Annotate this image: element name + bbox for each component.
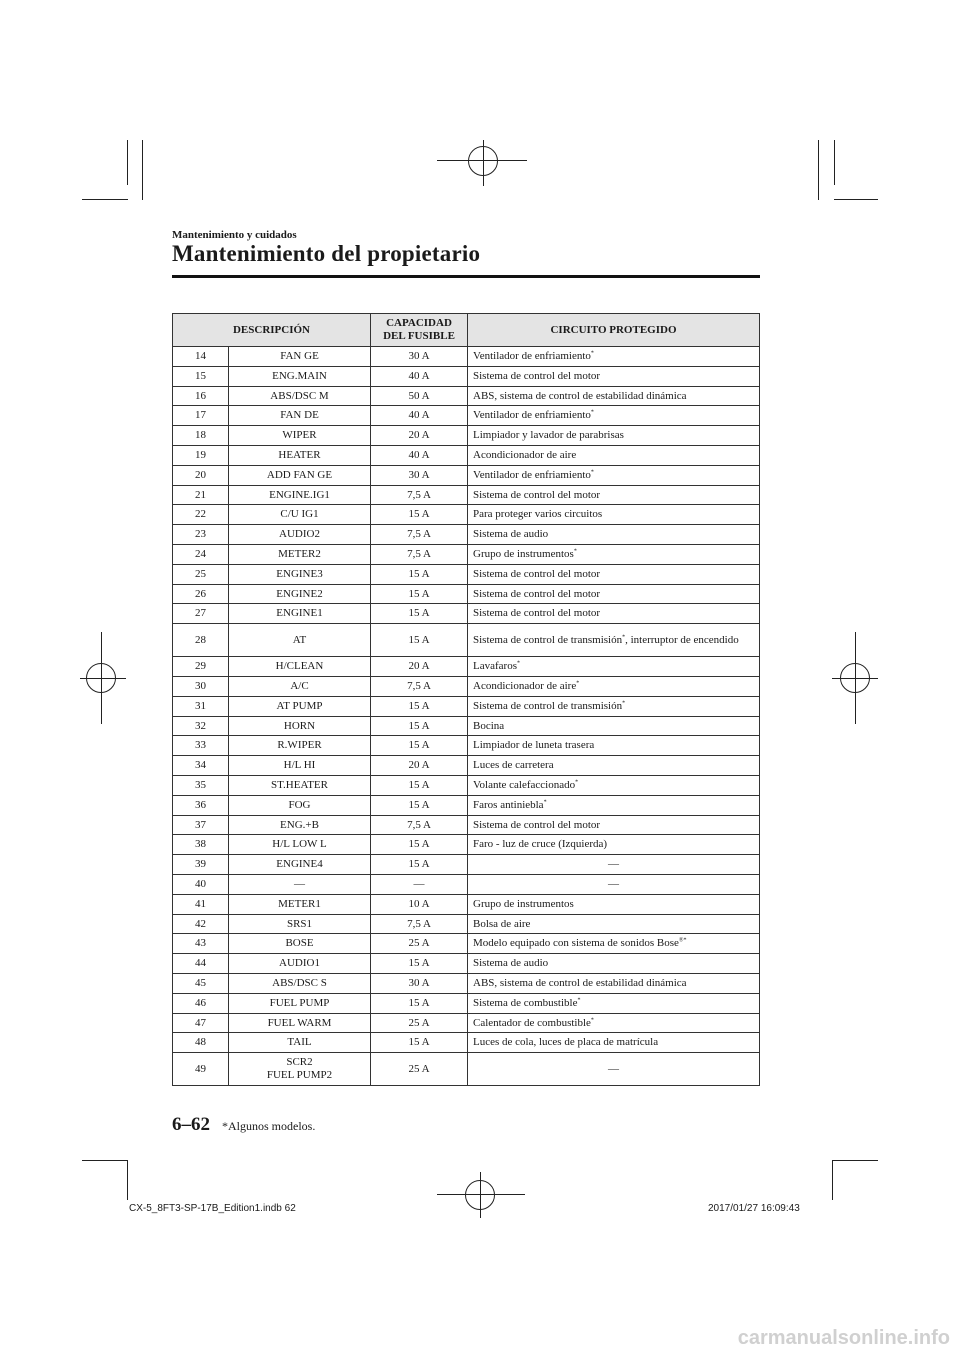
circuit-text: Calentador de combustible <box>473 1016 591 1029</box>
fuse-number: 35 <box>173 775 229 795</box>
fuse-description: ENG.+B <box>229 815 371 835</box>
fuse-description: ENGINE2 <box>229 584 371 604</box>
fuse-description: FUEL WARM <box>229 1013 371 1033</box>
column-header-capacity: CAPACIDAD DEL FUSIBLE <box>371 314 468 347</box>
table-row <box>173 584 760 604</box>
fuse-capacity: 30 A <box>371 347 468 367</box>
fuse-description: R.WIPER <box>229 736 371 756</box>
protected-circuit <box>468 657 760 677</box>
circuit-text: Limpiador y lavador de parabrisas <box>473 429 624 442</box>
fuse-number: 44 <box>173 954 229 974</box>
circuit-text: Lavafaros <box>473 660 517 673</box>
protected-circuit <box>468 485 760 505</box>
protected-circuit <box>468 835 760 855</box>
footnote-marker: * <box>590 409 594 416</box>
circuit-text: Grupo de instrumentos <box>473 897 574 910</box>
fuse-capacity: 15 A <box>371 954 468 974</box>
table-row <box>173 465 760 485</box>
fuse-description: ABS/DSC M <box>229 386 371 406</box>
fuse-description: BOSE <box>229 934 371 954</box>
fuse-description: FAN GE <box>229 347 371 367</box>
fuse-description: FAN DE <box>229 406 371 426</box>
footnote-marker: * <box>590 469 594 476</box>
fuse-description: METER2 <box>229 544 371 564</box>
fuse-capacity: 7,5 A <box>371 525 468 545</box>
fuse-number: 17 <box>173 406 229 426</box>
footnote-marker: * <box>576 680 580 687</box>
fuse-capacity: 15 A <box>371 584 468 604</box>
footnote-marker: * <box>622 700 626 707</box>
fuse-description: H/CLEAN <box>229 657 371 677</box>
fuse-number: 29 <box>173 657 229 677</box>
fuse-capacity: 7,5 A <box>371 485 468 505</box>
protected-circuit <box>468 406 760 426</box>
protected-circuit <box>468 624 760 657</box>
protected-circuit <box>468 465 760 485</box>
fuse-number: 45 <box>173 973 229 993</box>
circuit-text: Volante calefaccionado <box>473 779 576 792</box>
fuse-capacity: 15 A <box>371 795 468 815</box>
fuse-description: — <box>229 874 371 894</box>
fuse-capacity: 25 A <box>371 1013 468 1033</box>
circuit-text: Faro - luz de cruce (Izquierda) <box>473 838 608 851</box>
table-row <box>173 736 760 756</box>
protected-circuit <box>468 756 760 776</box>
date-info: 2017/01/27 16:09:43 <box>708 1203 800 1214</box>
fuse-number: 36 <box>173 795 229 815</box>
fuse-description: AUDIO2 <box>229 525 371 545</box>
table-row <box>173 775 760 795</box>
circuit-text: Sistema de control del motor <box>473 587 601 600</box>
fuse-capacity: 7,5 A <box>371 544 468 564</box>
table-row <box>173 525 760 545</box>
fuse-capacity: 15 A <box>371 604 468 624</box>
column-header-description: DESCRIPCIÓN <box>173 314 371 347</box>
column-header-circuit: CIRCUITO PROTEGIDO <box>468 314 760 347</box>
fuse-description: ENGINE1 <box>229 604 371 624</box>
fuse-capacity: 40 A <box>371 445 468 465</box>
fuse-capacity: 15 A <box>371 993 468 1013</box>
protected-circuit <box>468 894 760 914</box>
fuse-table-body <box>173 347 760 1086</box>
table-row <box>173 934 760 954</box>
table-row <box>173 914 760 934</box>
fuse-capacity: 25 A <box>371 934 468 954</box>
table-row <box>173 756 760 776</box>
protected-circuit <box>468 973 760 993</box>
fuse-number: 15 <box>173 366 229 386</box>
fuse-number: 20 <box>173 465 229 485</box>
fuse-description: HORN <box>229 716 371 736</box>
title-rule <box>172 275 760 278</box>
protected-circuit <box>468 445 760 465</box>
circuit-text: Sistema de audio <box>473 528 549 541</box>
circuit-text: — <box>608 858 619 871</box>
protected-circuit <box>468 1013 760 1033</box>
fuse-capacity: 30 A <box>371 973 468 993</box>
protected-circuit <box>468 525 760 545</box>
fuse-capacity: 20 A <box>371 756 468 776</box>
fuse-description: AT <box>229 624 371 657</box>
circuit-text: ABS, sistema de control de estabilidad dinámica <box>473 389 687 402</box>
table-row <box>173 604 760 624</box>
circuit-text: Acondicionador de aire <box>473 449 577 462</box>
protected-circuit <box>468 736 760 756</box>
fuse-number: 37 <box>173 815 229 835</box>
table-row <box>173 835 760 855</box>
circuit-text: Sistema de combustible <box>473 996 578 1009</box>
fuse-capacity: 40 A <box>371 406 468 426</box>
protected-circuit <box>468 696 760 716</box>
circuit-text: — <box>608 1062 619 1075</box>
circuit-text: Sistema de control de transmisión <box>473 699 623 712</box>
circuit-text: Ventilador de enfriamiento <box>473 409 591 422</box>
protected-circuit <box>468 604 760 624</box>
table-row <box>173 1033 760 1053</box>
fuse-description: SRS1 <box>229 914 371 934</box>
fuse-description: FOG <box>229 795 371 815</box>
fuse-number: 18 <box>173 426 229 446</box>
protected-circuit <box>468 505 760 525</box>
circuit-text: Sistema de control del motor <box>473 567 601 580</box>
protected-circuit <box>468 584 760 604</box>
protected-circuit <box>468 993 760 1013</box>
circuit-text: — <box>608 878 619 890</box>
fuse-capacity: 15 A <box>371 716 468 736</box>
protected-circuit <box>468 795 760 815</box>
fuse-description: METER1 <box>229 894 371 914</box>
fuse-description: H/L HI <box>229 756 371 776</box>
protected-circuit <box>468 564 760 584</box>
fuse-capacity: 15 A <box>371 855 468 875</box>
fuse-capacity: 7,5 A <box>371 676 468 696</box>
fuse-description: AUDIO1 <box>229 954 371 974</box>
fuse-number: 14 <box>173 347 229 367</box>
fuse-description: SCR2 FUEL PUMP2 <box>229 1053 371 1086</box>
table-row <box>173 1013 760 1033</box>
fuse-capacity: 25 A <box>371 1053 468 1086</box>
fuse-capacity: 10 A <box>371 894 468 914</box>
fuse-capacity: 40 A <box>371 366 468 386</box>
fuse-description: H/L LOW L <box>229 835 371 855</box>
fuse-number: 38 <box>173 835 229 855</box>
table-row <box>173 973 760 993</box>
page-title: Mantenimiento del propietario <box>172 241 481 266</box>
circuit-text: Faros antiniebla <box>473 798 544 811</box>
footnote-marker: * <box>516 660 520 667</box>
fuse-description: ADD FAN GE <box>229 465 371 485</box>
protected-circuit <box>468 855 760 875</box>
fuse-capacity: 15 A <box>371 736 468 756</box>
fuse-description: WIPER <box>229 426 371 446</box>
table-row <box>173 505 760 525</box>
footnote-marker: * <box>577 997 581 1004</box>
protected-circuit <box>468 954 760 974</box>
protected-circuit <box>468 815 760 835</box>
section-label: Mantenimiento y cuidados <box>172 229 297 241</box>
table-row <box>173 544 760 564</box>
protected-circuit <box>468 716 760 736</box>
fuse-number: 16 <box>173 386 229 406</box>
fuse-description: FUEL PUMP <box>229 993 371 1013</box>
table-row <box>173 1053 760 1086</box>
table-row <box>173 564 760 584</box>
fuse-number: 49 <box>173 1053 229 1086</box>
fuse-number: 40 <box>173 874 229 894</box>
watermark: carmanualsonline.info <box>737 1327 950 1349</box>
table-row <box>173 855 760 875</box>
protected-circuit <box>468 386 760 406</box>
fuse-number: 41 <box>173 894 229 914</box>
circuit-text: Bolsa de aire <box>473 917 531 930</box>
fuse-description: ENGINE.IG1 <box>229 485 371 505</box>
circuit-text: Sistema de control del motor <box>473 369 601 382</box>
protected-circuit <box>468 775 760 795</box>
footnote-marker: * <box>590 350 594 357</box>
table-row <box>173 795 760 815</box>
circuit-text: Sistema de control de transmisión <box>473 633 623 646</box>
circuit-text: ABS, sistema de control de estabilidad dinámica <box>473 976 687 989</box>
table-row <box>173 676 760 696</box>
table-row <box>173 657 760 677</box>
table-row <box>173 993 760 1013</box>
fuse-capacity: 20 A <box>371 426 468 446</box>
footnote-marker: * <box>622 634 626 641</box>
table-row <box>173 386 760 406</box>
table-row <box>173 347 760 367</box>
fuse-number: 24 <box>173 544 229 564</box>
fuse-number: 39 <box>173 855 229 875</box>
fuse-number: 46 <box>173 993 229 1013</box>
circuit-text: Luces de carretera <box>473 759 554 772</box>
protected-circuit <box>468 1033 760 1053</box>
fuse-number: 27 <box>173 604 229 624</box>
fuse-number: 42 <box>173 914 229 934</box>
fuse-description: ENGINE4 <box>229 855 371 875</box>
circuit-text: Ventilador de enfriamiento <box>473 350 591 363</box>
fuse-number: 32 <box>173 716 229 736</box>
fuse-number: 21 <box>173 485 229 505</box>
fuse-capacity: 15 A <box>371 775 468 795</box>
circuit-text: Para proteger varios circuitos <box>473 508 603 521</box>
fuse-description: TAIL <box>229 1033 371 1053</box>
circuit-text: Luces de cola, luces de placa de matrícula <box>473 1036 659 1049</box>
fuse-number: 47 <box>173 1013 229 1033</box>
footnote-marker: ®* <box>678 937 687 944</box>
circuit-text-tail: , interruptor de encendido <box>625 633 739 646</box>
table-row <box>173 954 760 974</box>
fuse-number: 43 <box>173 934 229 954</box>
fuse-capacity: 7,5 A <box>371 815 468 835</box>
protected-circuit <box>468 347 760 367</box>
table-row <box>173 874 760 894</box>
fuse-number: 33 <box>173 736 229 756</box>
protected-circuit <box>468 1053 760 1086</box>
fuse-capacity: 15 A <box>371 505 468 525</box>
circuit-text: Modelo equipado con sistema de sonidos Bose <box>473 937 679 950</box>
footnote-marker: * <box>543 799 547 806</box>
fuse-number: 30 <box>173 676 229 696</box>
fuse-number: 25 <box>173 564 229 584</box>
footnote-marker: * <box>590 1016 594 1023</box>
fuse-number: 48 <box>173 1033 229 1053</box>
fuse-number: 26 <box>173 584 229 604</box>
fuse-number: 34 <box>173 756 229 776</box>
fuse-number: 23 <box>173 525 229 545</box>
footnote-marker: * <box>575 779 579 786</box>
circuit-text: Sistema de audio <box>473 957 549 970</box>
fuse-number: 28 <box>173 624 229 657</box>
fuse-capacity: 15 A <box>371 624 468 657</box>
fuse-capacity: 7,5 A <box>371 914 468 934</box>
fuse-capacity: — <box>371 874 468 894</box>
table-row <box>173 815 760 835</box>
protected-circuit <box>468 544 760 564</box>
fuse-capacity: 50 A <box>371 386 468 406</box>
protected-circuit <box>468 676 760 696</box>
table-row <box>173 485 760 505</box>
protected-circuit <box>468 874 760 894</box>
fuse-capacity: 15 A <box>371 835 468 855</box>
fuse-description: ENG.MAIN <box>229 366 371 386</box>
table-row <box>173 696 760 716</box>
fuse-capacity: 15 A <box>371 1033 468 1053</box>
fuse-number: 19 <box>173 445 229 465</box>
fuse-description: ENGINE3 <box>229 564 371 584</box>
fuse-description: AT PUMP <box>229 696 371 716</box>
circuit-text: Sistema de control del motor <box>473 818 601 831</box>
fuse-capacity: 20 A <box>371 657 468 677</box>
table-row <box>173 894 760 914</box>
circuit-text: Bocina <box>473 719 505 732</box>
circuit-text: Limpiador de luneta trasera <box>473 739 595 752</box>
page-number: 6–62 <box>172 1114 210 1135</box>
fuse-number: 22 <box>173 505 229 525</box>
fuse-capacity: 15 A <box>371 564 468 584</box>
fuse-description: A/C <box>229 676 371 696</box>
circuit-text: Ventilador de enfriamiento <box>473 468 591 481</box>
fuse-number: 31 <box>173 696 229 716</box>
circuit-text: Sistema de control del motor <box>473 488 601 501</box>
circuit-text: Sistema de control del motor <box>473 607 601 620</box>
fuse-description: ABS/DSC S <box>229 973 371 993</box>
protected-circuit <box>468 366 760 386</box>
protected-circuit <box>468 426 760 446</box>
table-row <box>173 366 760 386</box>
table-row <box>173 624 760 657</box>
protected-circuit <box>468 914 760 934</box>
fuse-capacity: 30 A <box>371 465 468 485</box>
table-row <box>173 445 760 465</box>
fuse-description: C/U IG1 <box>229 505 371 525</box>
circuit-text: Acondicionador de aire <box>473 680 577 693</box>
table-header-row <box>173 314 760 347</box>
fuse-description: ST.HEATER <box>229 775 371 795</box>
protected-circuit <box>468 934 760 954</box>
footnote: *Algunos modelos. <box>222 1119 316 1133</box>
table-row <box>173 426 760 446</box>
circuit-text: Grupo de instrumentos <box>473 548 574 561</box>
table-row <box>173 406 760 426</box>
footnote-marker: * <box>573 548 577 555</box>
fuse-capacity: 15 A <box>371 696 468 716</box>
fuse-description: HEATER <box>229 445 371 465</box>
file-info: CX-5_8FT3-SP-17B_Edition1.indb 62 <box>129 1203 296 1214</box>
table-row <box>173 716 760 736</box>
fuse-table <box>172 313 760 1086</box>
